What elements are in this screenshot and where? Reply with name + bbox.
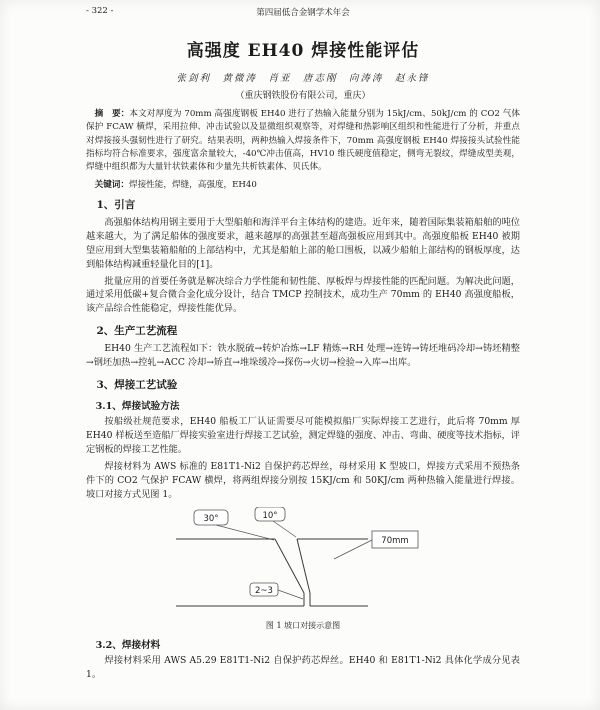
- abstract-label: 摘 要：: [94, 109, 130, 119]
- section-3-1-paragraph-2: 焊接材料为 AWS 标准的 E81T1-Ni2 自保护药芯焊丝，母材采用 K 型坡口，焊接方式采用不预热条件下的 CO2 气保护 FCAW 横焊，将两组焊接分别按 15KJ/cm 和 50KJ/cm 两种热输入能量进行焊接。坡口对接方式见图 1。: [86, 461, 520, 501]
- groove-joint-diagram: [158, 507, 448, 615]
- section-1-paragraph-2: 批量应用的首要任务就是解决综合力学性能和韧性能、厚板焊与焊接性能的匹配问题。为解决此问题，通过采用低碳+复合微合金化成分设计，结合 TMCP 控制技术，成功生产 70mm 的 EH40 高强度船板，该产品综合性能稳定，焊接性能优异。: [86, 275, 520, 315]
- section-1-heading: 1、引言: [96, 198, 136, 211]
- angle-right-label: 10°: [262, 511, 278, 522]
- page-header: [86, 6, 520, 22]
- section-3-1-heading: 3.1、焊接试验方法: [95, 401, 180, 413]
- keywords-label: 关键词：: [94, 179, 129, 190]
- section-2-heading: 2、生产工艺流程: [96, 325, 178, 338]
- thickness-label: 70mm: [381, 536, 409, 547]
- page-number: - 322 -: [86, 6, 114, 16]
- figure-caption: 图 1 坡口对接示意图: [265, 621, 341, 631]
- keywords-text: 焊接性能，焊缝，高强度，EH40: [128, 179, 257, 190]
- affiliation: （重庆钢铁股份有限公司，重庆）: [235, 91, 371, 101]
- paper-title: 高强度 EH40 焊接性能评估: [186, 41, 420, 61]
- root-gap-label: 2~3: [255, 586, 273, 597]
- section-3-2-heading: 3.2、焊接材料: [95, 640, 161, 652]
- authors-line: 张剑利 黄微涛 肖亚 唐志刚 向涛涛 赵永锋: [176, 73, 430, 84]
- section-1-paragraph-1: 高强船体结构用钢主要用于大型船舶和海洋平台主体结构的建造。近年来，随着国际集装箱船舶的吨位越来越大，为了满足船体的强度要求，越来越厚的高强甚至超高强板应用到其中。高强度船板 EH40 被期望应用到大型集装箱船舶的上部结构中，尤其是船舶上部的舱口围板，以减少船舶上部结构的钢板厚度，达到船体结构减重轻量化目的[1]。: [86, 216, 520, 270]
- section-3-2-paragraph-1: 焊接材料采用 AWS A5.29 E81T1-Ni2 自保护药芯焊丝。EH40 和 E81T1-Ni2 具体化学成分见表 1。: [86, 655, 520, 681]
- abstract-text: 本文对厚度为 70mm 高强度钢板 EH40 进行了热输入能量分别为 15kJ/cm、50kJ/cm 的 CO2 气体保护 FCAW 横焊，采用拉伸、冲击试验以及显微组织观察等，对焊缝和热影响区组织和性能进行了分析，并重点对焊接接头强韧性进行了研究。结果表明，两种热输入焊接条件下，70mm 高强度钢板 EH40 焊接接头试验性能指标均符合标准要求，强度富余量较大，-40℃冲击值高，HV10 维氏硬度值稳定，侧弯无裂纹，焊缝成型美观，焊缝中组织都为大量针状铁素体和少量先共析铁素体、贝氏体。: [86, 109, 520, 173]
- section-3-heading: 3、焊接工艺试验: [96, 379, 178, 392]
- angle-left-label: 30°: [203, 514, 219, 525]
- section-2-paragraph-1: EH40 生产工艺流程如下：铁水脱硫→转炉冶炼→LF 精炼→RH 处理→连铸→铸坯堆码冷却→铸坯精整→钢坯加热→控轧→ACC 冷却→矫直→堆垛缓冷→探伤→火切→检验→入库→出库。: [86, 343, 520, 369]
- abstract: [86, 108, 520, 175]
- figure-1: [86, 507, 520, 631]
- section-3-1-paragraph-1: 按船级社规范要求，EH40 船板工厂认证需要尽可能模拟船厂实际焊接工艺进行，此后将 70mm 厚 EH40 样板送至造船厂焊接实验室进行焊接工艺试验，测定焊缝的强度、冲击、弯曲、硬度等技术指标，评定钢板的焊接工艺性能。: [86, 416, 520, 456]
- conference-title: 第四届低合金钢学术年会: [256, 8, 350, 18]
- keywords: [86, 178, 520, 190]
